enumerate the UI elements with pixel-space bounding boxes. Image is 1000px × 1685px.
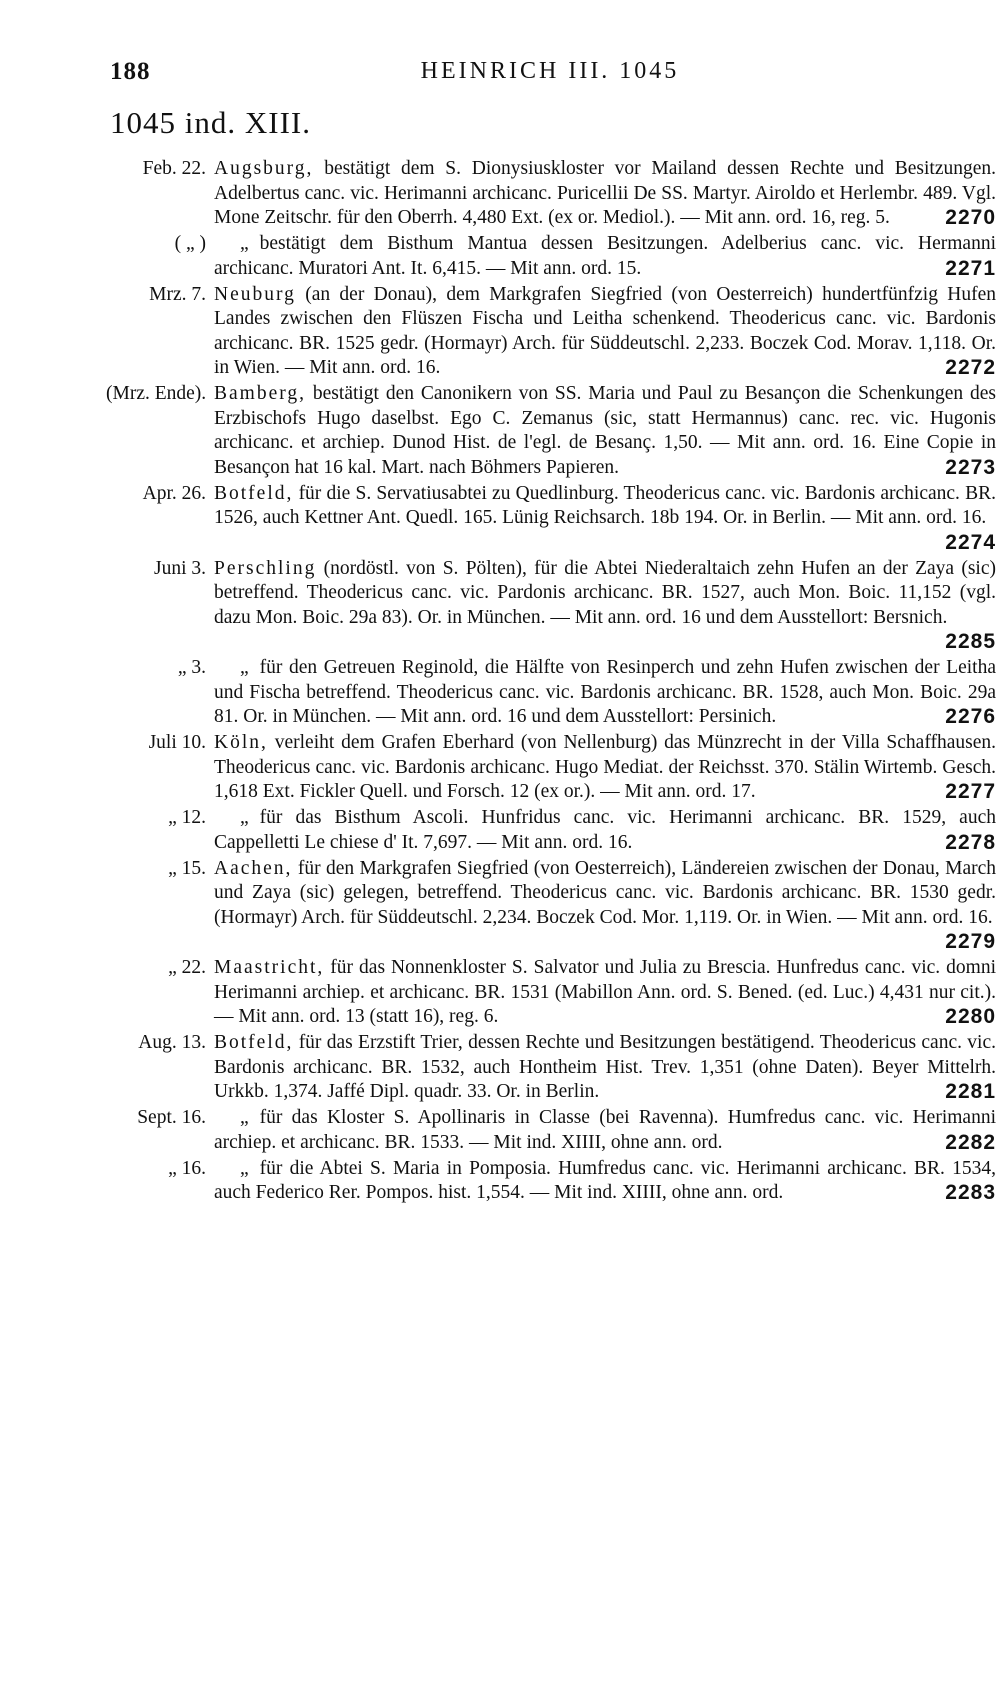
regest-entry xyxy=(106,482,996,556)
entry-body xyxy=(214,1106,996,1155)
running-title: HEINRICH III. 1045 xyxy=(420,58,680,84)
regest-entry xyxy=(106,283,996,381)
entry-text: verleiht dem Grafen Eberhard (von Nellenburg) das Münzrecht in der Villa Schaffhausen. Theodericus canc. vic. Bardonis archicanc. Hugo Mediat. der Reichsst. 370. Stälin Wirtemb. Gesch. 1,618 Ext. Fickler Quell. und Forsch. 12 (ex or.). — Mit ann. ord. 17. xyxy=(214,732,996,802)
entry-body xyxy=(214,806,996,855)
entry-number: 2278 xyxy=(945,830,996,854)
entry-body xyxy=(214,857,996,955)
entry-place: Botfeld, xyxy=(214,1032,294,1053)
entry-body xyxy=(214,232,996,281)
entry-text: für die S. Servatiusabtei zu Quedlinburg. Theodericus canc. vic. Bardonis archicanc. BR. 1526, auch Kettner Ant. Quedl. 165. Lünig Reichsarch. 18b 194. Or. in Berlin. — Mit ann. ord. 16. xyxy=(214,482,996,528)
regest-entry xyxy=(106,1031,996,1105)
entry-date: „ 12. xyxy=(168,807,206,828)
entry-date: ( „ ) xyxy=(174,233,206,254)
entry-place: Neuburg xyxy=(214,283,296,305)
entry-date: Mrz. 7. xyxy=(149,283,206,305)
entry-body xyxy=(214,656,996,730)
entry-number: 2283 xyxy=(945,1181,996,1204)
year-heading: 1045 ind. XIII. xyxy=(110,105,311,140)
entry-body xyxy=(214,382,996,480)
page-number: 188 xyxy=(110,58,151,85)
entry-place: Botfeld, xyxy=(214,482,294,504)
entry-date: (Mrz. Ende). xyxy=(106,383,207,404)
entry-place: Maastricht, xyxy=(214,957,325,978)
regest-entry xyxy=(106,157,996,231)
entry-number: 2270 xyxy=(945,206,996,229)
entry-place: Aachen, xyxy=(214,857,293,879)
regest-entry xyxy=(106,557,996,655)
ditto-mark: „ xyxy=(240,657,250,678)
regest-entry xyxy=(106,857,996,955)
entry-text: bestätigt dem S. Dionysiuskloster vor Mailand dessen Rechte und Besitzungen. Adelbertus canc. vic. Herimanni archicanc. Puricellii De SS. Martyr. Airoldo et Herlembr. 489. Vgl. Mone Zeitschr. für den Oberrh. 4,480 Ext. (ex or. Mediol.). — Mit ann. ord. 16, reg. 5. xyxy=(214,158,997,228)
ditto-mark: „ xyxy=(240,807,250,828)
entry-number: 2285 xyxy=(945,630,996,653)
entry-number: 2279 xyxy=(945,930,996,953)
entry-number: 2281 xyxy=(945,1080,996,1103)
entry-body xyxy=(214,283,996,381)
entry-date: Apr. 26. xyxy=(142,482,206,504)
entry-body xyxy=(214,1031,996,1105)
entry-text: (nordöstl. von S. Pölten), für die Abtei Niederaltaich zehn Hufen an der Zaya (sic) betreffend. Theodericus canc. vic. Pardonis archicanc. BR. 1527, auch Mon. Boic. 11,152 (vgl. dazu Mon. Boic. 29a 83). Or. in München. — Mit ann. ord. 16 und dem Ausstellort: Bersnich. xyxy=(214,557,996,628)
entry-text: für das Bisthum Ascoli. Hunfridus canc. vic. Herimanni archicanc. BR. 1529, auch Cappelletti Le chiese d' It. 7,697. — Mit ann. ord. 16. xyxy=(214,807,996,853)
regest-entry xyxy=(106,956,996,1030)
entry-text: für das Erzstift Trier, dessen Rechte und Besitzungen bestätigend. Theodericus canc. vic. Bardonis archicanc. BR. 1532, auch Hontheim Hist. Trev. 1,351 (ohne Daten). Beyer Mittelrh. Urkkb. 1,374. Jaffé Dipl. quadr. 33. Or. in Berlin. xyxy=(214,1032,997,1102)
regest-entry xyxy=(106,382,996,480)
ditto-mark: „ xyxy=(240,233,250,254)
entry-text: für das Nonnenkloster S. Salvator und Julia zu Brescia. Hunfredus canc. vic. domni Herimanni archiep. et archicanc. BR. 1531 (Mabillon Ann. ord. S. Bened. (ed. Luc.) 4,431 nur cit.). — Mit ann. ord. 13 (statt 16), reg. 6. xyxy=(214,957,997,1027)
entry-date: „ 22. xyxy=(168,957,206,978)
entry-date: „ 3. xyxy=(177,657,206,678)
entry-body xyxy=(214,557,996,655)
ditto-mark: „ xyxy=(240,1107,250,1128)
entry-text: für den Markgrafen Siegfried (von Oesterreich), Ländereien zwischen der Donau, March und Zaya (sic) gelegen, betreffend. Theodericus canc. vic. Bardonis archicanc. BR. 1530 gedr. (Hormayr) Arch. für Süddeutschl. 2,234. Boczek Cod. Mor. 1,119. Or. in Wien. — Mit ann. ord. 16. xyxy=(214,857,997,928)
entry-place: Köln, xyxy=(214,732,268,753)
entry-place: Augsburg, xyxy=(214,158,314,179)
entry-date: Aug. 13. xyxy=(138,1032,206,1053)
entry-number: 2274 xyxy=(945,530,996,554)
entry-number: 2276 xyxy=(945,705,996,728)
entry-number: 2271 xyxy=(945,256,996,280)
entry-body xyxy=(214,1157,996,1206)
regest-entry xyxy=(106,656,996,730)
ditto-mark: „ xyxy=(240,1157,250,1179)
entry-date: Sept. 16. xyxy=(137,1107,206,1128)
regest-entry xyxy=(106,731,996,805)
entry-date: Feb. 22. xyxy=(142,158,206,179)
regest-entry xyxy=(106,806,996,855)
entry-text: für den Getreuen Reginold, die Hälfte von Resinperch und zehn Hufen zwischen der Leitha und Fischa betreffend. Theodericus canc. vic. Bardonis archicanc. BR. 1528, auch Mon. Boic. 29a 81. Or. in München. — Mit ann. ord. 16 und dem Ausstellort: Persinich. xyxy=(214,657,996,727)
running-head xyxy=(110,58,900,92)
entry-date: Juli 10. xyxy=(148,732,206,753)
entry-date: „ 15. xyxy=(168,857,206,879)
entry-text: bestätigt dem Bisthum Mantua dessen Besitzungen. Adelberius canc. vic. Hermanni archicanc. Muratori Ant. It. 6,415. — Mit ann. ord. 15. xyxy=(214,233,996,279)
entry-place: Perschling xyxy=(214,557,317,579)
regesta-entries xyxy=(106,157,996,1207)
entry-number: 2272 xyxy=(945,356,996,379)
entry-text: bestätigt den Canonikern von SS. Maria und Paul zu Besançon die Schenkungen des Erzbischofs Hugo daselbst. Ego C. Zemanus (sic, statt Hermannus) canc. rec. vic. Hugonis archicanc. et archiep. Dunod Hist. de l'egl. de Besanç. 1,50. — Mit ann. ord. 16. Eine Copie in Besançon hat 16 kal. Mart. nach Böhmers Papieren. xyxy=(214,383,997,478)
regest-entry xyxy=(106,232,996,281)
entry-place: Bamberg, xyxy=(214,383,307,404)
entry-date: „ 16. xyxy=(168,1157,206,1179)
regest-entry xyxy=(106,1157,996,1206)
entry-number: 2273 xyxy=(945,455,996,479)
entry-text: für das Kloster S. Apollinaris in Classe (bei Ravenna). Humfredus canc. vic. Herimanni archiep. et archicanc. BR. 1533. — Mit ind. XIIII, ohne ann. ord. xyxy=(214,1107,996,1153)
entry-number: 2282 xyxy=(945,1130,996,1154)
entry-body xyxy=(214,956,996,1030)
entry-date: Juni 3. xyxy=(153,557,206,579)
entry-number: 2280 xyxy=(945,1005,996,1028)
entry-text: (an der Donau), dem Markgrafen Siegfried (von Oesterreich) hundertfünfzig Hufen Landes zwischen den Flüszen Fischa und Leitha schenkend. Theodericus canc. vic. Bardonis archicanc. BR. 1525 gedr. (Hormayr) Arch. für Süddeutschl. 2,233. Boczek Cod. Morav. 1,118. Or. in Wien. — Mit ann. ord. 16. xyxy=(214,283,997,378)
regest-entry xyxy=(106,1106,996,1155)
entry-body xyxy=(214,731,996,805)
entry-body xyxy=(214,482,996,556)
entry-text: für die Abtei S. Maria in Pomposia. Humfredus canc. vic. Herimanni archicanc. BR. 1534, auch Federico Rer. Pompos. hist. 1,554. — Mit ind. XIIII, ohne ann. ord. xyxy=(214,1157,996,1203)
entry-body xyxy=(214,157,996,231)
entry-number: 2277 xyxy=(945,780,996,803)
